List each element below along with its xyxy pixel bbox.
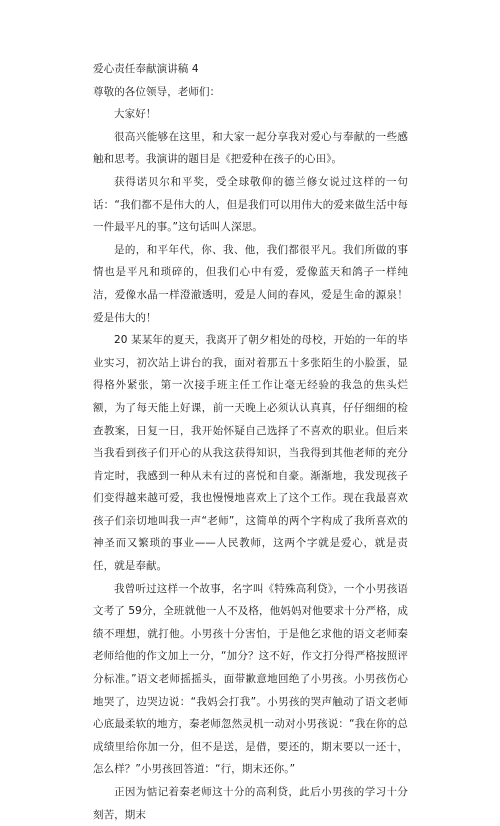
paragraph: 是的，和平年代，你、我、他，我们都很平凡。我们所做的事情也是平凡和琐碎的，但我们心中有爱，爱像蓝天和鸽子一样纯洁，爱像水晶一样澄澈透明，爱是人间的春风，爱是生命的源泉！爱是伟大的！: [93, 243, 408, 324]
document-title: 爱心责任奉献演讲稿 4: [93, 63, 199, 75]
paragraph: 20 某某年的夏天，我离开了朝夕相处的母校，开始的一年的毕业实习，初次站上讲台的我，面对着那五十多张陌生的小脸蛋，显得格外紧张，第一次接手班主任工作让毫无经验的我急的焦头烂额，为了每天能上好课，前一天晚上必须认认真真，仔仔细细的检查教案，日复一日，我开始怀疑自己选择了不喜欢的职业。但后来当我看到孩子们开心的从我这获得知识，当我得到其他老师的充分肯定时，我感到一种从未有过的喜悦和自豪。渐渐地，我发现孩子们变得越来越可爱，我也慢慢地喜欢上了这个工作。现在我最喜欢孩子们亲切地叫我一声“老师”，这简单的两个字构成了我所喜欢的神圣而又繁琐的事业——人民教师，这两个字就是爱心，就是责任，就是奉献。: [93, 334, 408, 573]
greeting: [93, 103, 408, 126]
salutation: 尊敬的各位领导，老师们：: [93, 85, 221, 98]
paragraph: 获得诺贝尔和平奖，受全球敬仰的德兰修女说过这样的一句话：“我们都不是伟大的人，但是我们可以用伟大的爱来做生活中每一件最平凡的事。”这句话叫人深思。: [93, 175, 408, 234]
document-body: [93, 58, 408, 826]
greeting-text: 大家好！: [114, 108, 157, 121]
paragraph: 我曾听过这样一个故事，名字叫《特殊高利贷》，一个小男孩语文考了 59分，全班就他一人不及格，他妈妈对他要求十分严格，成绩不理想，就打他。小男孩十分害怕，于是他乞求他的语文老师秦老师给他的作文加上一分，“加分？这不好，作文打分得严格按照评分标准。”语文老师摇摇头，面带歉意地回绝了小男孩。小男孩伤心地哭了，边哭边说：“我妈会打我”。小男孩的哭声触动了语文老师心底最柔软的地方，秦老师忽然灵机一动对小男孩说：“我在你的总成绩里给你加一分，但不是送，是借，要还的，期末要以一还十，怎么样？”小男孩回答道：“行，期末还你。”: [93, 582, 408, 776]
paragraph: 很高兴能够在这里，和大家一起分享我对爱心与奉献的一些感触和思考。我演讲的题目是《把爱种在孩子的心田》。: [93, 130, 408, 166]
paragraph: 正因为惦记着秦老师这十分的高利贷，此后小男孩的学习十分刻苦，期末: [93, 786, 408, 821]
